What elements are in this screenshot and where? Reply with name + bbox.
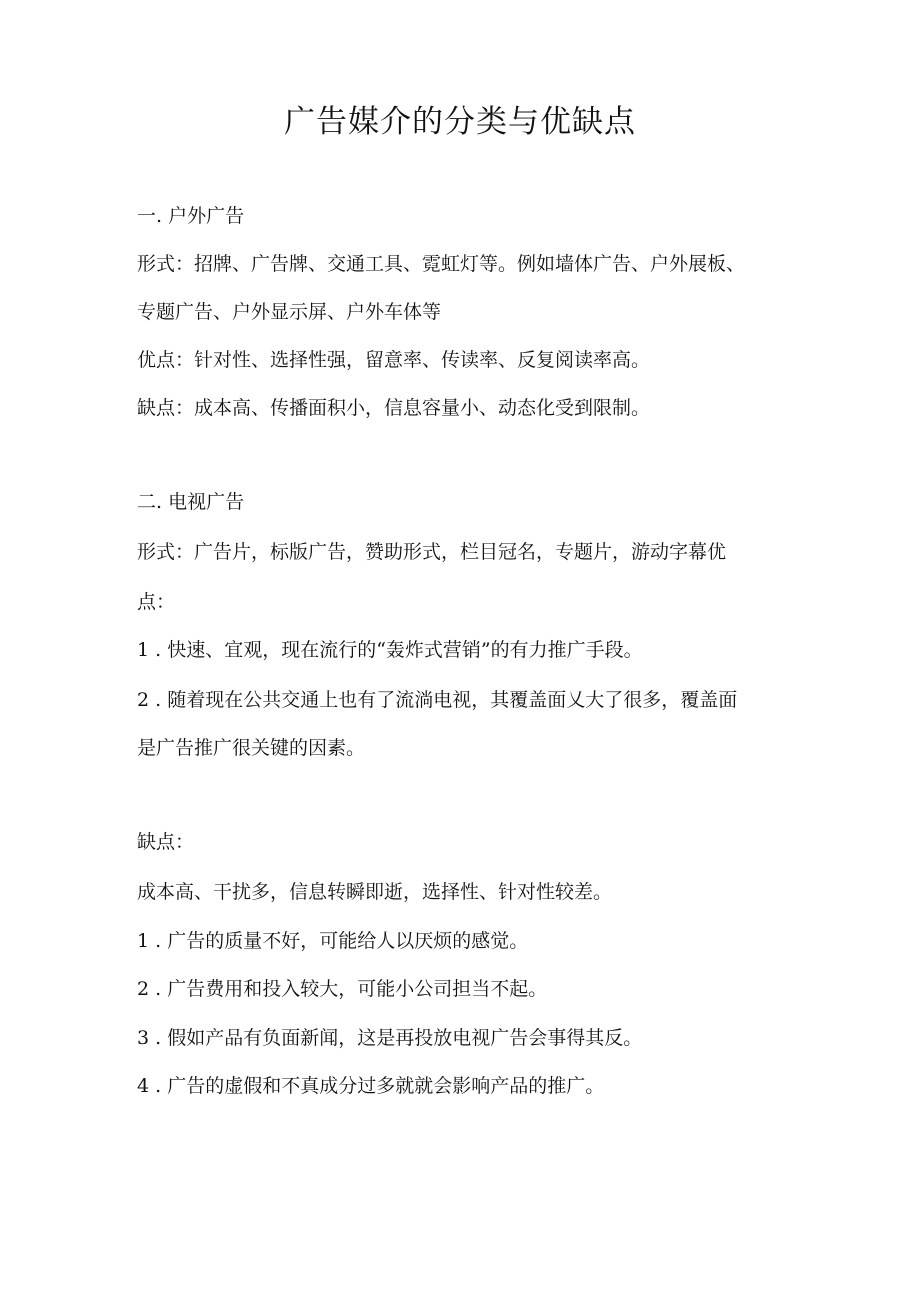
- list-item: 1 . 快速、宜观，现在流行的“轰炸式营销”的有力推广手段。: [137, 639, 643, 661]
- paragraph-line: 形式：广告片，标版广告，赞助形式，栏目冠名，专题片，游动字幕优: [137, 541, 727, 563]
- section-heading-outdoor: 一. 户外广告: [137, 205, 245, 227]
- section-heading-disadvantages: 缺点：: [137, 831, 195, 853]
- paragraph-line: 是广告推广很关键的因素。: [137, 737, 366, 759]
- list-item: 4 . 广告的虚假和不真成分过多就就会影响产品的推广。: [137, 1075, 605, 1097]
- paragraph-line: 优点：针对性、选择性强，留意率、传读率、反复阅读率高。: [137, 349, 651, 371]
- list-item: 2 . 广告费用和投入较大，可能小公司担当不起。: [137, 978, 548, 1000]
- document-title: 广告媒介的分类与优缺点: [284, 104, 636, 140]
- list-item: 3 . 假如产品有负面新闻，这是再投放电视广告会事得其反。: [137, 1027, 643, 1049]
- paragraph-line: 缺点：成本高、传播面积小，信息容量小、动态化受到限制。: [137, 397, 651, 419]
- paragraph-line: 点：: [137, 591, 176, 613]
- paragraph-line: 形式：招牌、广告牌、交通工具、霓虹灯等。例如墙体广告、户外展板、: [137, 253, 746, 275]
- list-item: 1 . 广告的质量不好，可能给人以厌烦的感觉。: [137, 930, 529, 952]
- paragraph-line: 专题广告、户外显示屏、户外车体等: [137, 301, 442, 323]
- section-heading-tv: 二. 电视广告: [137, 491, 245, 513]
- paragraph-line: 成本高、干扰多，信息转瞬即逝，选择性、针对性较差。: [137, 881, 613, 903]
- list-item: 2 . 随着现在公共交通上也有了流淌电视，其覆盖面乂大了很多，覆盖面: [137, 689, 738, 711]
